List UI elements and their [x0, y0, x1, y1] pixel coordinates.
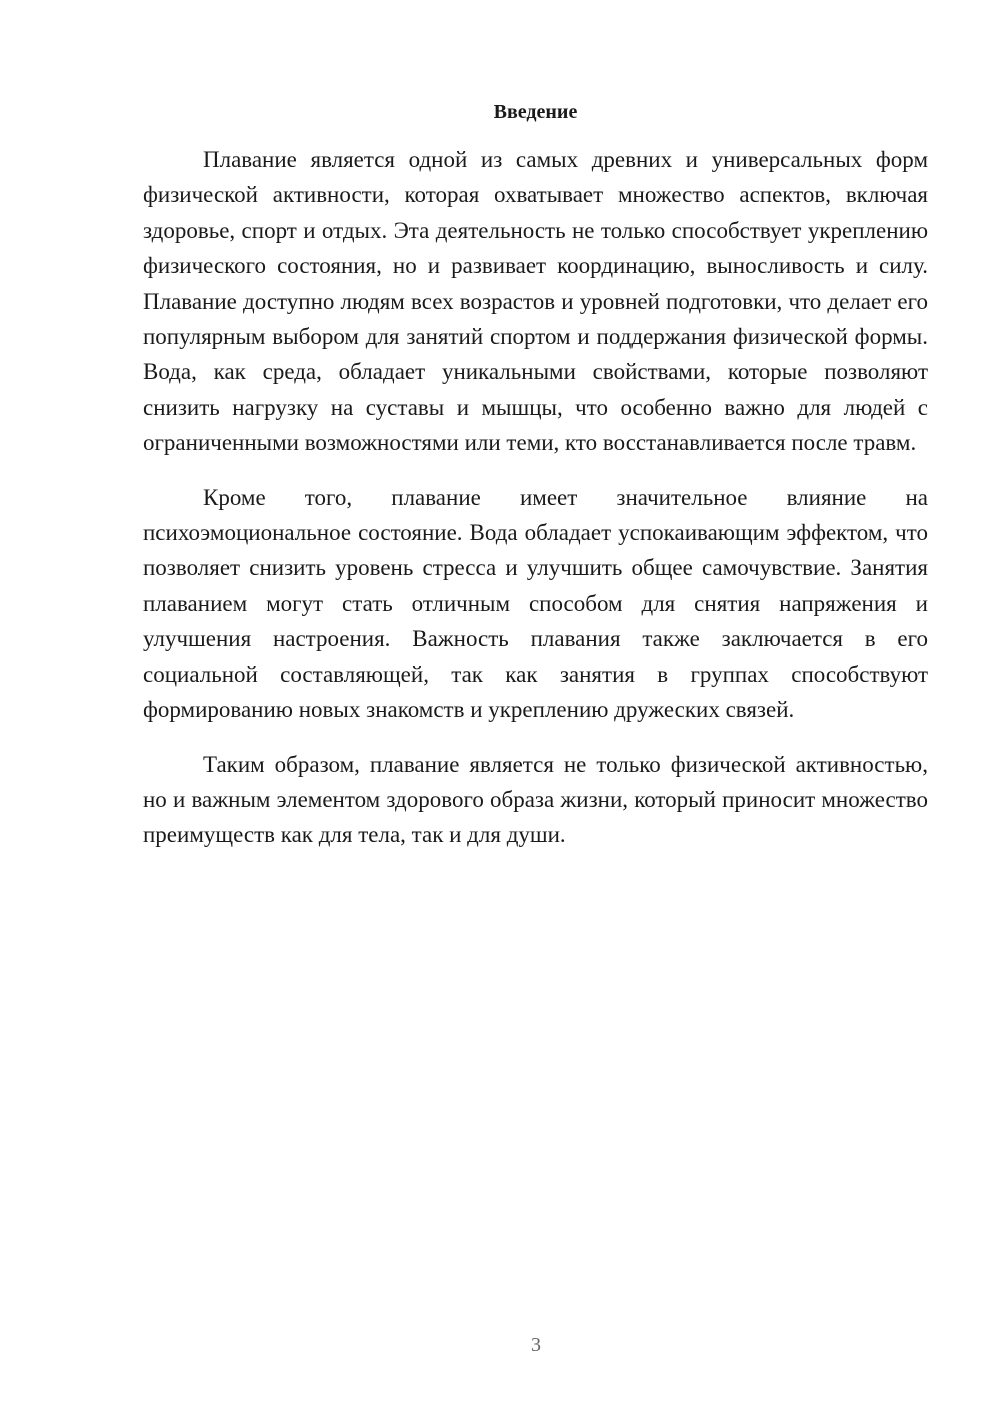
section-heading: Введение: [493, 101, 578, 123]
body-text: [143, 142, 928, 872]
paragraph-psycho-emotional: Кроме того, плавание имеет значительное влияние на психоэмоциональное состояние. Вода обладает успокаивающим эффектом, что позволяет снизить уровень стресса и улучшить общее самочувствие. Занятия плаванием могут стать отличным способом для снятия напряжения и улучшения настроения. Важность плавания также заключается в его социальной составляющей, так как занятия в группах способствуют формированию новых знакомств и укреплению дружеских связей.: [143, 484, 928, 723]
paragraph-intro: Плавание является одной из самых древних и универсальных форм физической активности, которая охватывает множество аспектов, включая здоровье, спорт и отдых. Эта деятельность не только способствует укреплению физического состояния, но и развивает координацию, выносливость и силу. Плавание доступно людям всех возрастов и уровней подготовки, что делает его популярным выбором для занятий спортом и поддержания физической формы. Вода, как среда, обладает уникальными свойствами, которые позволяют снизить нагрузку на суставы и мышцы, что особенно важно для людей с ограниченными возможностями или теми, кто восстанавливается после травм.: [143, 147, 928, 456]
page-number: 3: [531, 1334, 541, 1356]
paragraph-conclusion: Таким образом, плавание является не только физической активностью, но и важным элементом здорового образа жизни, который приносит множество преимуществ как для тела, так и для души.: [143, 751, 928, 848]
